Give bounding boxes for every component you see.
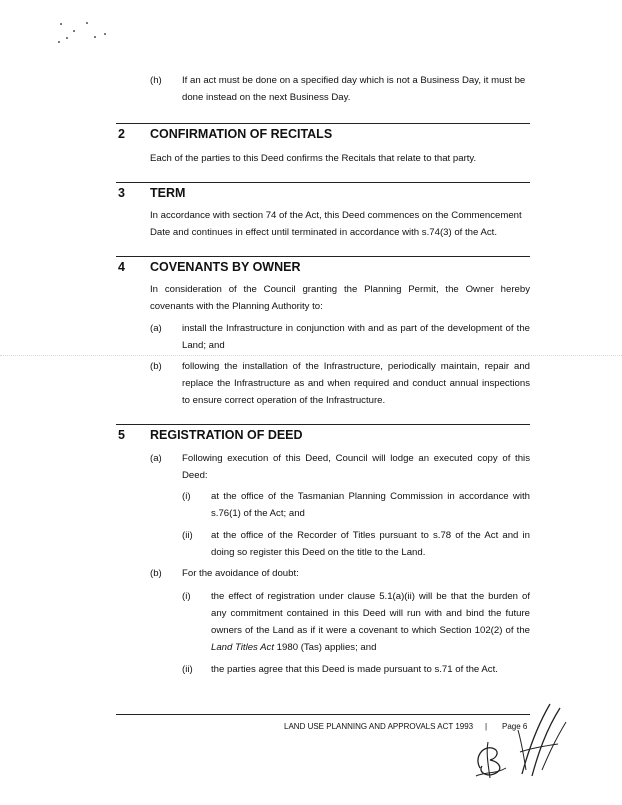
section-5b-i-line-4-rest: 1980 (Tas) applies; and — [274, 642, 377, 653]
section-5b-label: (b) — [150, 568, 162, 579]
section-4b-line-2: replace the Infrastructure as and when required and conduct annual inspections — [182, 378, 530, 389]
signature-initials-1 — [470, 728, 512, 782]
footer-act-title: LAND USE PLANNING AND APPROVALS ACT 1993 — [284, 722, 474, 731]
section-5a-i-line-1: at the office of the Tasmanian Planning Commission in accordance with — [211, 491, 530, 502]
section-4a-line-1: install the Infrastructure in conjunction with and as part of the development of the — [182, 323, 530, 334]
section-4-intro-line-2: covenants with the Planning Authority to: — [150, 301, 323, 312]
section-5b-ii-label: (ii) — [182, 664, 193, 675]
section-3-line-2: Date and continues in effect until terminated in accordance with s.74(3) of the Act. — [150, 227, 497, 238]
section-5a-ii-line-2: doing so register this Deed on the title to the Land. — [211, 547, 426, 558]
land-titles-act-title: Land Titles Act — [211, 642, 275, 653]
section-5-rule — [116, 424, 530, 425]
section-5b-i-line-4 — [211, 639, 376, 656]
section-5b-i-line-1: the effect of registration under clause 5.1(a)(ii) will be that the burden of — [211, 591, 530, 602]
section-4a-label: (a) — [150, 323, 162, 334]
section-5b-line-1: For the avoidance of doubt: — [182, 568, 299, 579]
clause-h-line-1: If an act must be done on a specified day which is not a Business Day, it must be — [182, 75, 526, 86]
section-5a-line-1: Following execution of this Deed, Council will lodge an executed copy of this — [182, 453, 530, 464]
section-3-heading: TERM — [150, 186, 186, 200]
footer-divider: | — [485, 722, 488, 731]
section-5b-i-line-2: any commitment contained in this Deed will run with and bind the future — [211, 608, 530, 619]
section-5b-i-line-3: owners of the Land as if it were a covenant to which Section 102(2) of the — [211, 625, 530, 636]
clause-h-label: (h) — [150, 75, 162, 86]
section-5a-ii-label: (ii) — [182, 530, 193, 541]
signature-initials-2 — [514, 700, 570, 780]
section-3-number: 3 — [118, 186, 125, 200]
section-3-line-1: In accordance with section 74 of the Act, this Deed commences on the Commencement — [150, 210, 522, 221]
section-5b-ii-line-1: the parties agree that this Deed is made pursuant to s.71 of the Act. — [211, 664, 498, 675]
section-5-heading: REGISTRATION OF DEED — [150, 428, 303, 442]
section-4b-line-3: to ensure correct operation of the Infrastructure. — [182, 395, 386, 406]
section-5-number: 5 — [118, 428, 125, 442]
section-4-rule — [116, 256, 530, 257]
section-3-rule — [116, 182, 530, 183]
section-4a-line-2: Land; and — [182, 340, 225, 351]
footer-page-number: Page 6 — [502, 722, 528, 731]
section-5a-label: (a) — [150, 453, 162, 464]
section-5a-line-2: Deed: — [182, 470, 208, 481]
section-5a-ii-line-1: at the office of the Recorder of Titles pursuant to s.78 of the Act and in — [211, 530, 530, 541]
section-2-heading: CONFIRMATION OF RECITALS — [150, 127, 333, 141]
section-4-intro-line-1: In consideration of the Council granting the Planning Permit, the Owner hereby — [150, 284, 530, 295]
section-4-number: 4 — [118, 260, 125, 274]
section-5b-i-label: (i) — [182, 591, 191, 602]
section-5a-i-line-2: s.76(1) of the Act; and — [211, 508, 305, 519]
section-2-number: 2 — [118, 127, 125, 141]
footer-rule — [116, 714, 530, 715]
section-2-body: Each of the parties to this Deed confirms the Recitals that relate to that party. — [150, 153, 477, 164]
section-5a-i-label: (i) — [182, 491, 191, 502]
section-4-heading: COVENANTS BY OWNER — [150, 260, 301, 274]
clause-h-line-2: done instead on the next Business Day. — [182, 92, 351, 103]
section-4b-label: (b) — [150, 361, 162, 372]
section-4b-line-1: following the installation of the Infrastructure, periodically maintain, repair and — [182, 361, 530, 372]
section-2-rule — [116, 123, 530, 124]
scan-separator — [0, 355, 622, 356]
